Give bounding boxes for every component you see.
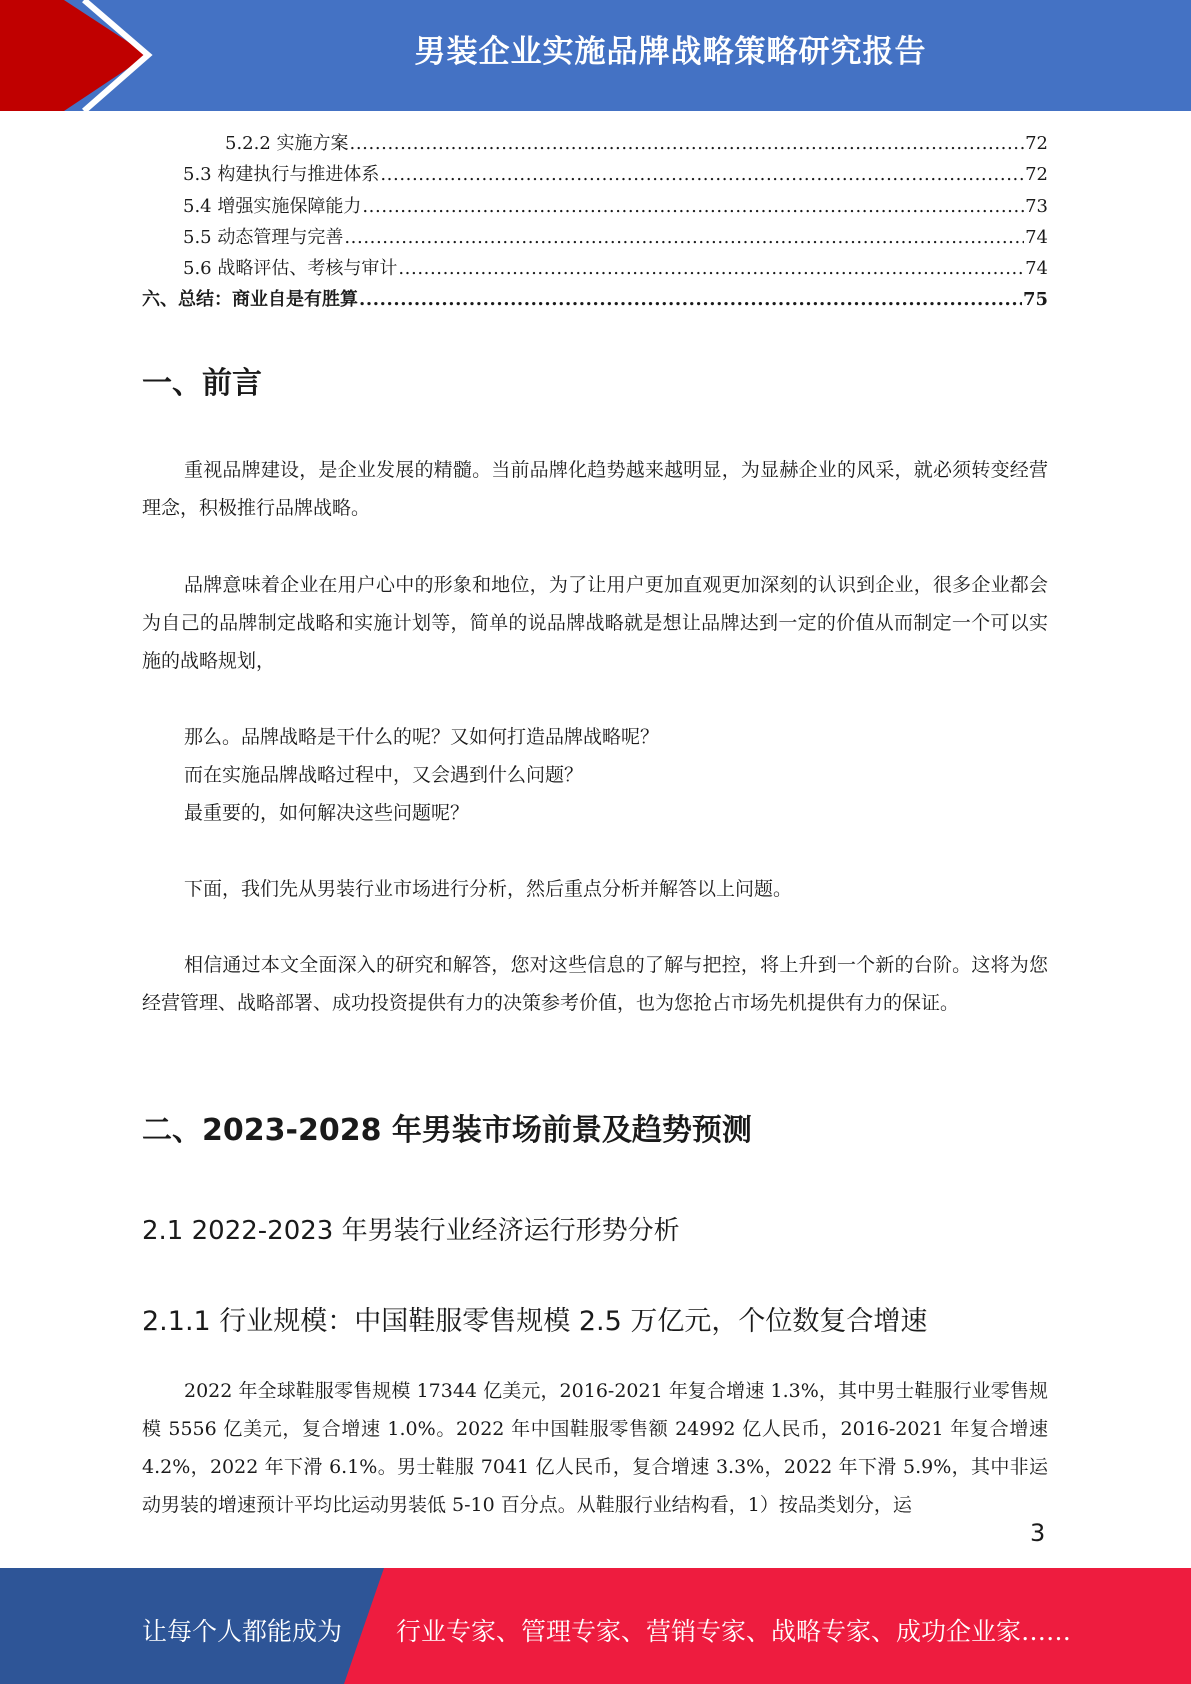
subsection-heading: 2.1 2022-2023 年男装行业经济运行形势分析 — [142, 1216, 680, 1246]
toc-leader-dots — [359, 284, 1022, 315]
section-heading: 一、前言 — [142, 366, 262, 401]
toc-entry-label: 5.4 增强实施保障能力 — [183, 195, 362, 217]
toc-entry[interactable] — [142, 159, 1048, 190]
section-heading: 二、2023-2028 年男装市场前景及趋势预测 — [142, 1113, 752, 1148]
body-paragraph: 2022 年全球鞋服零售规模 17344 亿美元，2016-2021 年复合增速 1.3%，其中男士鞋服行业零售规模 5556 亿美元，复合增速 1.0%。2022 年中国鞋服零售额 24992 亿人民币，2016-2021 年复合增速 4.2%，2022 年下滑 6.1%。男士鞋服 7041 亿人民币，复合增速 3.3%，2022 年下滑 5.9%，其中非运动男装的增速预计平均比运动男装低 5-10 百分点。从鞋服行业结构看，1）按品类划分，运 — [142, 1380, 1048, 1516]
toc-entry-page: 73 — [1025, 195, 1048, 217]
toc-entry-label: 5.5 动态管理与完善 — [183, 226, 344, 248]
toc-leader-dots — [362, 191, 1024, 222]
footer-slogan-right: 行业专家、管理专家、营销专家、战略专家、成功企业家…… — [396, 1617, 1072, 1646]
toc-entry[interactable] — [142, 128, 1048, 159]
body-paragraph: 下面，我们先从男装行业市场进行分析，然后重点分析并解答以上问题。 — [184, 878, 793, 900]
page-number: 3 — [1030, 1519, 1046, 1547]
toc-entry[interactable] — [142, 253, 1048, 284]
toc-entry[interactable] — [142, 222, 1048, 253]
toc-entry-label: 5.2.2 实施方案 — [225, 133, 349, 154]
body-paragraph: 而在实施品牌战略过程中，又会遇到什么问题？ — [184, 764, 584, 786]
toc-entry-page: 74 — [1025, 258, 1048, 280]
toc-entry-label: 六、总结：商业自是有胜算 — [142, 289, 358, 311]
report-title: 男装企业实施品牌战略策略研究报告 — [414, 34, 927, 70]
body-paragraph: 相信通过本文全面深入的研究和解答，您对这些信息的了解与把控，将上升到一个新的台阶。这将为您经营管理、战略部署、成功投资提供有力的决策参考价值，也为您抢占市场先机提供有力的保证。 — [142, 954, 1048, 1014]
toc-leader-dots — [380, 159, 1024, 190]
toc-leader-dots — [344, 222, 1024, 253]
page-header — [0, 0, 1191, 111]
body-paragraph: 那么。品牌战略是干什么的呢？又如何打造品牌战略呢？ — [184, 726, 660, 748]
toc-entry[interactable] — [142, 284, 1048, 315]
toc-entry-page: 72 — [1025, 164, 1048, 186]
body-paragraph: 重视品牌建设，是企业发展的精髓。当前品牌化趋势越来越明显，为显赫企业的风采，就必须转变经营理念，积极推行品牌战略。 — [142, 459, 1048, 519]
body-paragraph: 品牌意味着企业在用户心中的形象和地位，为了让用户更加直观更加深刻的认识到企业，很多企业都会为自己的品牌制定战略和实施计划等，简单的说品牌战略就是想让品牌达到一定的价值从而制定一个可以实施的战略规划， — [142, 574, 1048, 672]
toc-entry-label: 5.3 构建执行与推进体系 — [183, 164, 380, 186]
footer-slogan-left: 让每个人都能成为 — [142, 1617, 343, 1646]
toc-entry[interactable] — [142, 191, 1048, 222]
toc-entry-page: 75 — [1022, 289, 1048, 311]
table-of-contents — [142, 128, 1048, 316]
subsubsection-heading: 2.1.1 行业规模：中国鞋服零售规模 2.5 万亿元，个位数复合增速 — [142, 1306, 928, 1337]
toc-entry-label: 5.6 战略评估、考核与审计 — [183, 258, 398, 280]
body-paragraph: 最重要的，如何解决这些问题呢？ — [184, 802, 470, 824]
page-footer — [0, 1568, 1191, 1684]
header-arrow-decoration — [0, 0, 160, 111]
toc-leader-dots — [350, 128, 1025, 159]
toc-entry-page: 72 — [1025, 133, 1048, 154]
toc-leader-dots — [398, 253, 1024, 284]
toc-entry-page: 74 — [1025, 226, 1048, 248]
